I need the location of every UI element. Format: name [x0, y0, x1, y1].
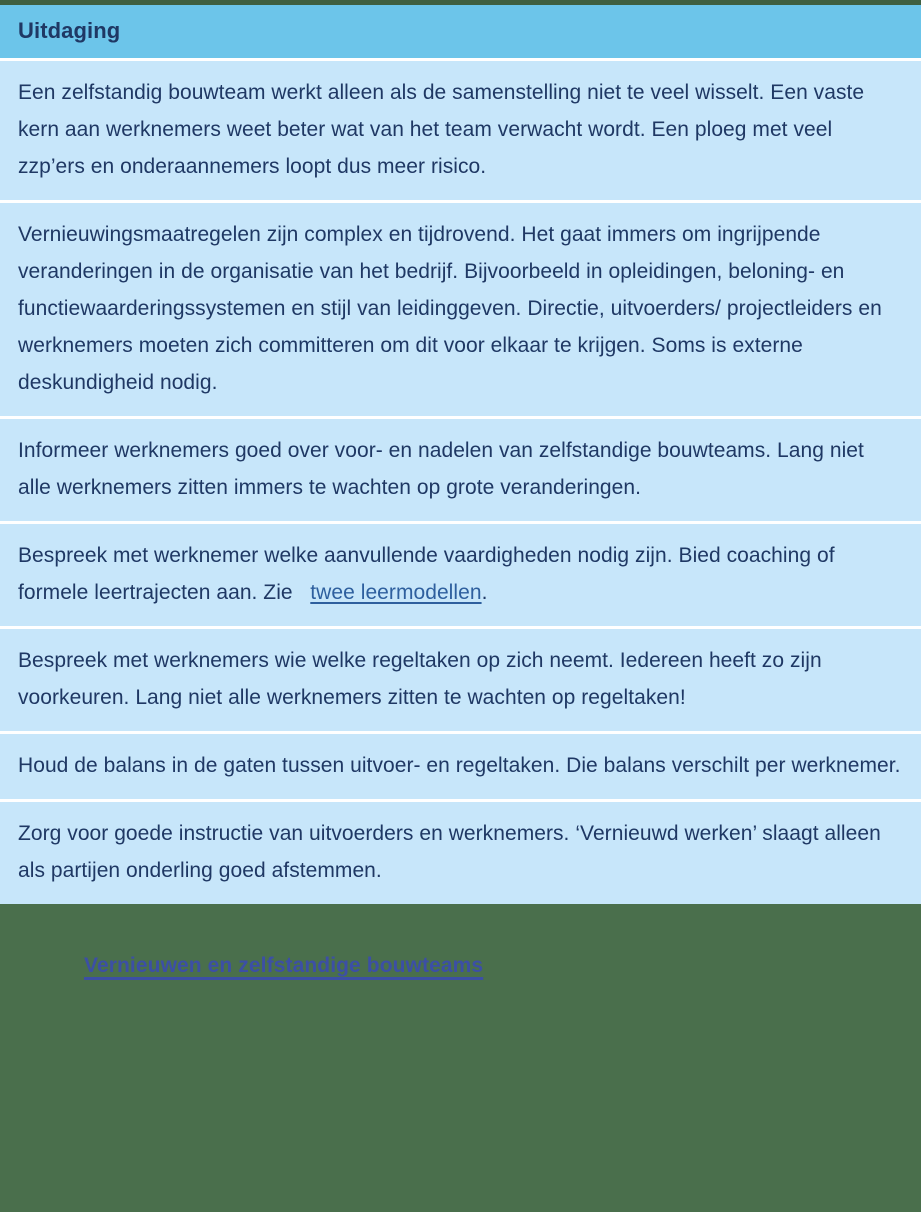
table-row	[0, 629, 921, 731]
row-text-leading: Bespreek met werknemer welke aanvullende vaardigheden nodig zijn. Bied coaching of formele leertrajecten aan. Zie	[18, 544, 835, 605]
table-row	[0, 524, 921, 626]
table-row	[0, 419, 921, 521]
table-row	[0, 802, 921, 904]
vernieuwen-bouwteams-link[interactable]: Vernieuwen en zelfstandige bouwteams	[84, 954, 484, 977]
row-text: Zorg voor goede instructie van uitvoerders en werknemers. ‘Vernieuwd werken’ slaagt alleen als partijen onderling goed afstemmen.	[18, 822, 881, 883]
row-text: Informeer werknemers goed over voor- en nadelen van zelfstandige bouwteams. Lang niet alle werknemers zitten immers te wachten op grote veranderingen.	[18, 439, 864, 500]
footer-link-wrap	[0, 904, 921, 978]
row-text: Vernieuwingsmaatregelen zijn complex en tijdrovend. Het gaat immers om ingrijpende veranderingen in de organisatie van het bedrijf. Bijvoorbeeld in opleidingen, beloning- en functiewaarderingssystemen en stijl van leidinggeven. Directie, uitvoerders/ projectleiders en werknemers moeten zich committeren om dit voor elkaar te krijgen. Soms is externe deskundigheid nodig.	[18, 223, 882, 395]
table-header-title: Uitdaging	[18, 18, 121, 43]
row-text-with-link	[18, 537, 901, 611]
table-header-row	[0, 5, 921, 58]
table-row	[0, 203, 921, 416]
row-text: Bespreek met werknemers wie welke regeltaken op zich neemt. Iedereen heeft zo zijn voorkeuren. Lang niet alle werknemers zitten te wachten op regeltaken!	[18, 649, 822, 710]
row-text: Houd de balans in de gaten tussen uitvoer- en regeltaken. Die balans verschilt per werknemer.	[18, 754, 901, 778]
row-text-gap	[293, 581, 311, 604]
row-text-trailing: .	[481, 581, 488, 605]
table-row	[0, 61, 921, 200]
uitdaging-table	[0, 5, 921, 904]
row-text: Een zelfstandig bouwteam werkt alleen als de samenstelling niet te veel wisselt. Een vaste kern aan werknemers weet beter wat van het team verwacht wordt. Een ploeg met veel zzp’ers en onderaannemers loopt dus meer risico.	[18, 81, 865, 179]
twee-leermodellen-link[interactable]: twee leermodellen	[310, 581, 482, 605]
table-row	[0, 734, 921, 799]
footer-section	[0, 904, 921, 1212]
